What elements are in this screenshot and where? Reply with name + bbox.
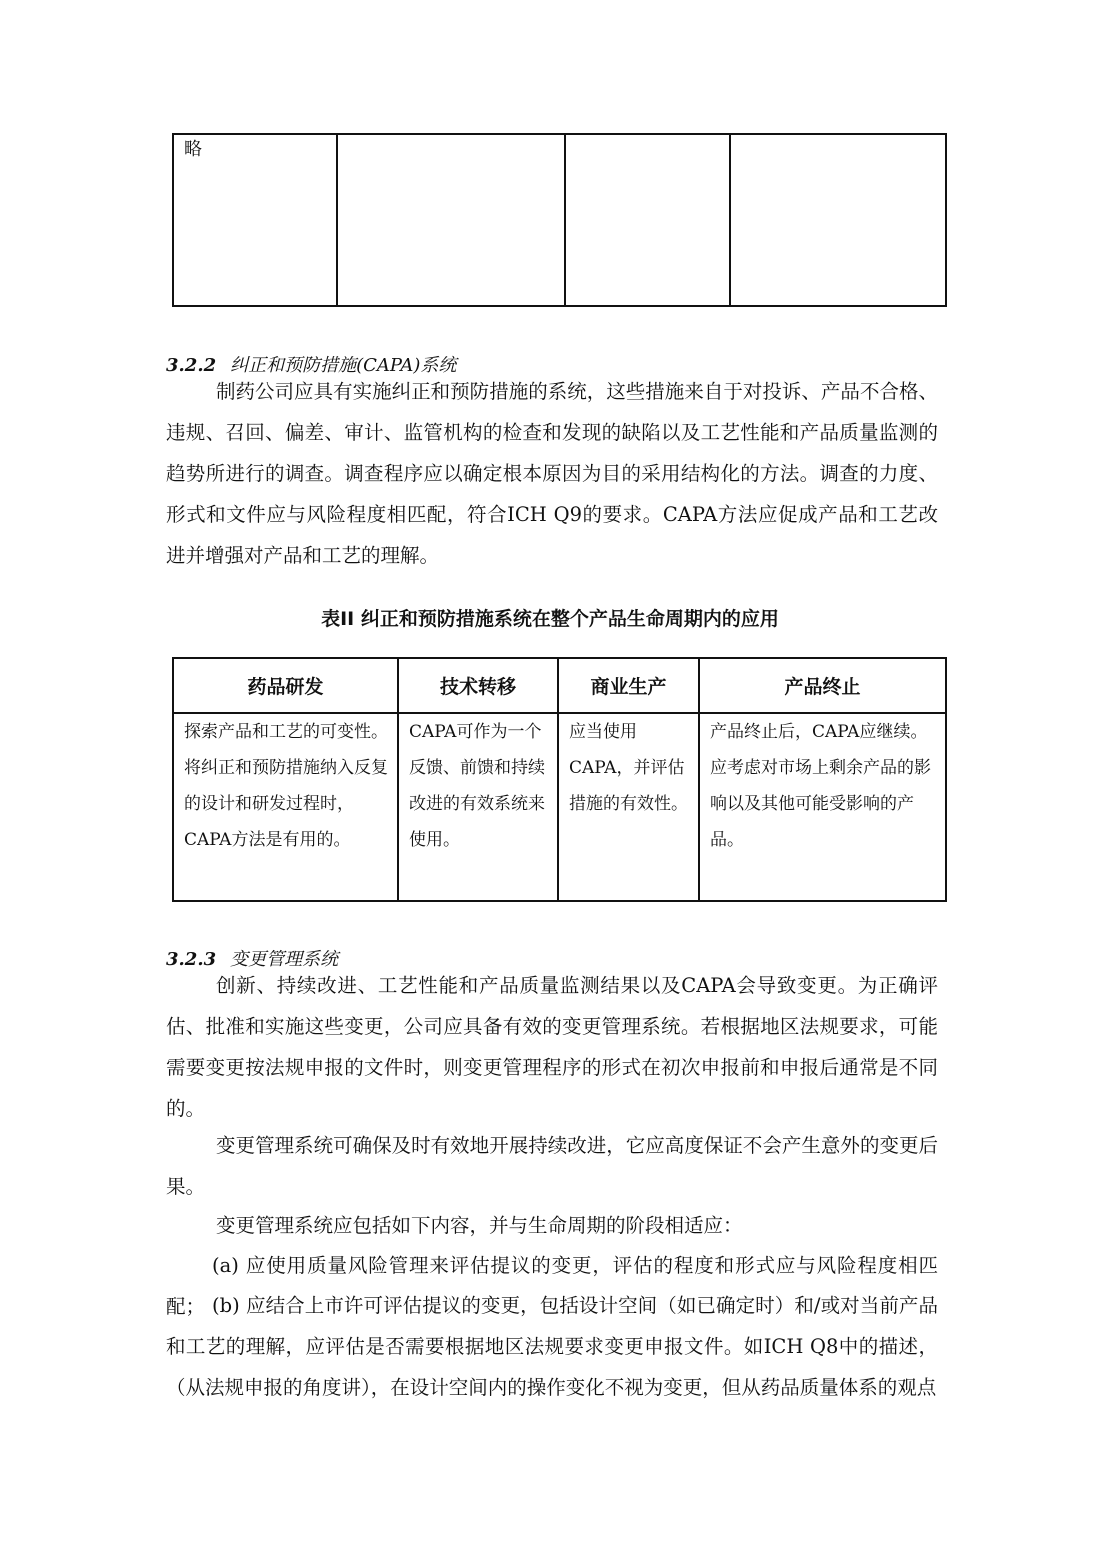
continuation-table	[172, 133, 947, 307]
column-header: 技术转移	[398, 658, 558, 713]
table-row	[173, 713, 946, 901]
list-item: (b) 应结合上市许可评估提议的变更，包括设计空间（如已确定时）和/或对当前产品和工艺的理解，应评估是否需要根据地区法规要求变更申报文件。如ICH Q8中的描述，（从法规申报的角度讲），在设计空间内的操作变化不视为变更，但从药品质量体系的观点	[166, 1294, 938, 1399]
paragraph: 变更管理系统应包括如下内容，并与生命周期的阶段相适应：	[216, 1214, 743, 1237]
section-number: 3.2.2	[166, 355, 217, 376]
section-number: 3.2.3	[166, 949, 217, 970]
table-cell: CAPA可作为一个反馈、前馈和持续改进的有效系统来使用。	[398, 713, 558, 901]
table-cell: 探索产品和工艺的可变性。将纠正和预防措施纳入反复的设计和研发过程时，CAPA方法是有用的。	[173, 713, 398, 901]
table-cell	[337, 134, 565, 306]
column-header: 药品研发	[173, 658, 398, 713]
table-cell: 略	[173, 134, 337, 306]
table-cell	[730, 134, 946, 306]
table-cell	[565, 134, 730, 306]
paragraph: 变更管理系统可确保及时有效地开展持续改进，它应高度保证不会产生意外的变更后果。	[166, 1134, 938, 1198]
column-header: 商业生产	[558, 658, 699, 713]
column-header: 产品终止	[699, 658, 946, 713]
section-title: 纠正和预防措施(CAPA)系统	[230, 355, 457, 376]
table-cell: 应当使用CAPA，并评估措施的有效性。	[558, 713, 699, 901]
table-caption: 表II 纠正和预防措施系统在整个产品生命周期内的应用	[321, 608, 779, 630]
list-item: (a) 应使用质量风险管理来评估提议的变更，评估的程度和形式应与风险程度相匹配；	[166, 1254, 938, 1318]
capa-lifecycle-table	[172, 657, 947, 902]
table-header-row	[173, 658, 946, 713]
paragraph: 创新、持续改进、工艺性能和产品质量监测结果以及CAPA会导致变更。为正确评估、批准和实施这些变更，公司应具备有效的变更管理系统。若根据地区法规要求，可能需要变更按法规申报的文件时，则变更管理程序的形式在初次申报前和申报后通常是不同的。	[166, 974, 938, 1120]
table-row	[173, 134, 946, 306]
section-title: 变更管理系统	[230, 949, 339, 970]
paragraph: 制药公司应具有实施纠正和预防措施的系统，这些措施来自于对投诉、产品不合格、违规、召回、偏差、审计、监管机构的检查和发现的缺陷以及工艺性能和产品质量监测的趋势所进行的调查。调查程序应以确定根本原因为目的采用结构化的方法。调查的力度、形式和文件应与风险程度相匹配，符合ICH Q9的要求。CAPA方法应促成产品和工艺改进并增强对产品和工艺的理解。	[166, 380, 938, 567]
table-cell: 产品终止后，CAPA应继续。应考虑对市场上剩余产品的影响以及其他可能受影响的产品。	[699, 713, 946, 901]
